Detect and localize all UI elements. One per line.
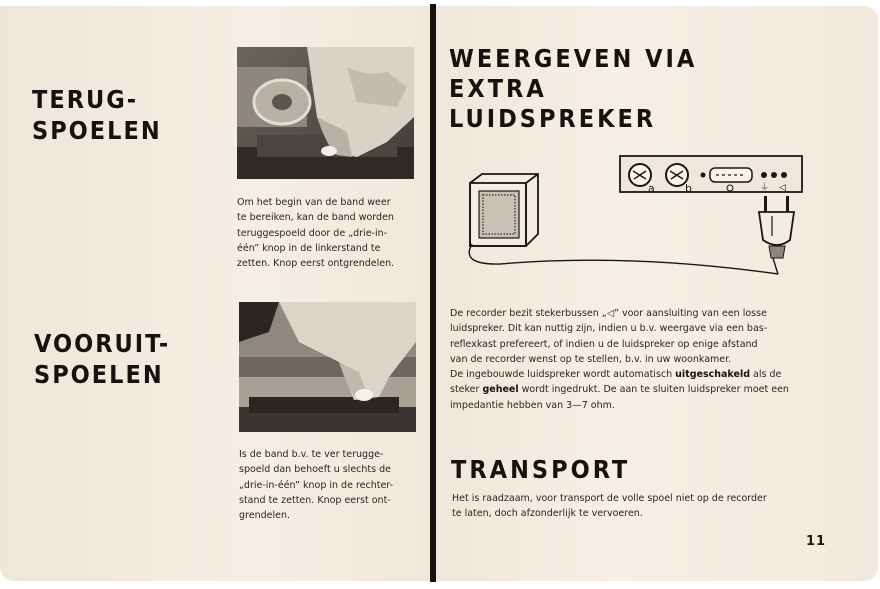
speaker-cable xyxy=(469,244,778,274)
bold-term-fully: geheel xyxy=(482,384,519,396)
speaker-paragraph-line: De recorder bezit stekerbussen „◁” voor aansluiting van een losse xyxy=(450,308,767,319)
rewind-text-line: te bereiken, kan de band worden xyxy=(237,212,394,224)
heading-rewind xyxy=(32,84,162,146)
text-run: wordt ingedrukt. De aan te sluiten luidspreker moet een xyxy=(518,384,789,396)
jack-b-label: b xyxy=(685,182,692,195)
text-run: De ingebouwde luidspreker wordt automatisch xyxy=(450,369,676,380)
heading-speaker-line: EXTRA xyxy=(449,74,547,103)
rewind-text-line: één” knop in de linkerstand te xyxy=(237,242,381,254)
speaker-paragraph-1 xyxy=(450,306,825,367)
forward-text xyxy=(239,447,419,523)
rewind-text-line: Om het begin van de band weer xyxy=(237,197,391,208)
transport-text-line: te laten, doch afzonderlijk te vervoeren. xyxy=(452,508,643,520)
heading-forward xyxy=(34,328,170,390)
forward-text-line: grendelen. xyxy=(239,510,290,522)
heading-speaker xyxy=(449,44,697,134)
jack-a-label: a xyxy=(648,182,655,195)
page-gutter xyxy=(430,4,436,582)
speaker-paragraph-line: luidspreker. Dit kan nuttig zijn, indien u b.v. weergave via een bas- xyxy=(450,323,768,335)
transport-text-line: Het is raadzaam, voor transport de volle spoel niet op de recorder xyxy=(452,493,767,504)
forward-text-line: Is de band b.v. te ver terugge- xyxy=(239,449,384,460)
heading-transport: TRANSPORT xyxy=(451,455,631,484)
rewind-text-line: teruggespoeld door de „drie-in- xyxy=(237,227,388,239)
page-number: 11 xyxy=(806,534,827,549)
speaker-paragraph-2-line: impedantie hebben van 3—7 ohm. xyxy=(450,399,615,411)
photo-forward xyxy=(239,302,416,432)
rewind-text xyxy=(237,195,417,271)
photo-rewind xyxy=(237,47,414,179)
heading-forward-line: SPOELEN xyxy=(34,360,164,389)
forward-text-line: spoeld dan behoeft u slechts de xyxy=(239,464,391,476)
speaker-cabinet-icon xyxy=(470,174,538,246)
rewind-text-line: zetten. Knop eerst ontgrendelen. xyxy=(237,258,395,270)
text-run: als de xyxy=(750,369,782,380)
speaker-symbol: ◁ xyxy=(779,183,786,193)
heading-speaker-line: LUIDSPREKER xyxy=(449,104,657,133)
forward-text-line: „drie-in-één” knop in de rechter- xyxy=(239,479,394,491)
transport-text xyxy=(452,491,832,522)
forward-text-line: stand te zetten. Knop eerst ont- xyxy=(239,494,391,506)
heading-rewind-line: SPOELEN xyxy=(32,116,162,145)
heading-forward-line: VOORUIT- xyxy=(34,329,171,358)
photo-rewind-image xyxy=(237,47,414,179)
ground-symbol: ⏚ xyxy=(760,183,770,193)
heading-speaker-line: WEERGEVEN VIA xyxy=(449,44,698,73)
speaker-connection-diagram xyxy=(460,150,810,280)
speaker-paragraph-2 xyxy=(450,367,825,413)
speaker-paragraph-line: van de recorder wenst op te stellen, b.v. in uw woonkamer. xyxy=(450,353,732,365)
speaker-paragraph-2-line xyxy=(450,382,825,397)
speaker-paragraph-2-line xyxy=(450,367,825,382)
speaker-paragraph-line: reflexkast prefereert, of indien u de luidspreker op enige afstand xyxy=(450,338,758,350)
bold-term-disabled: uitgeschakeld xyxy=(675,369,750,380)
heading-rewind-line: TERUG- xyxy=(32,85,139,114)
text-run: steker xyxy=(450,384,483,396)
photo-forward-image xyxy=(239,302,416,432)
plug-icon xyxy=(759,196,794,274)
